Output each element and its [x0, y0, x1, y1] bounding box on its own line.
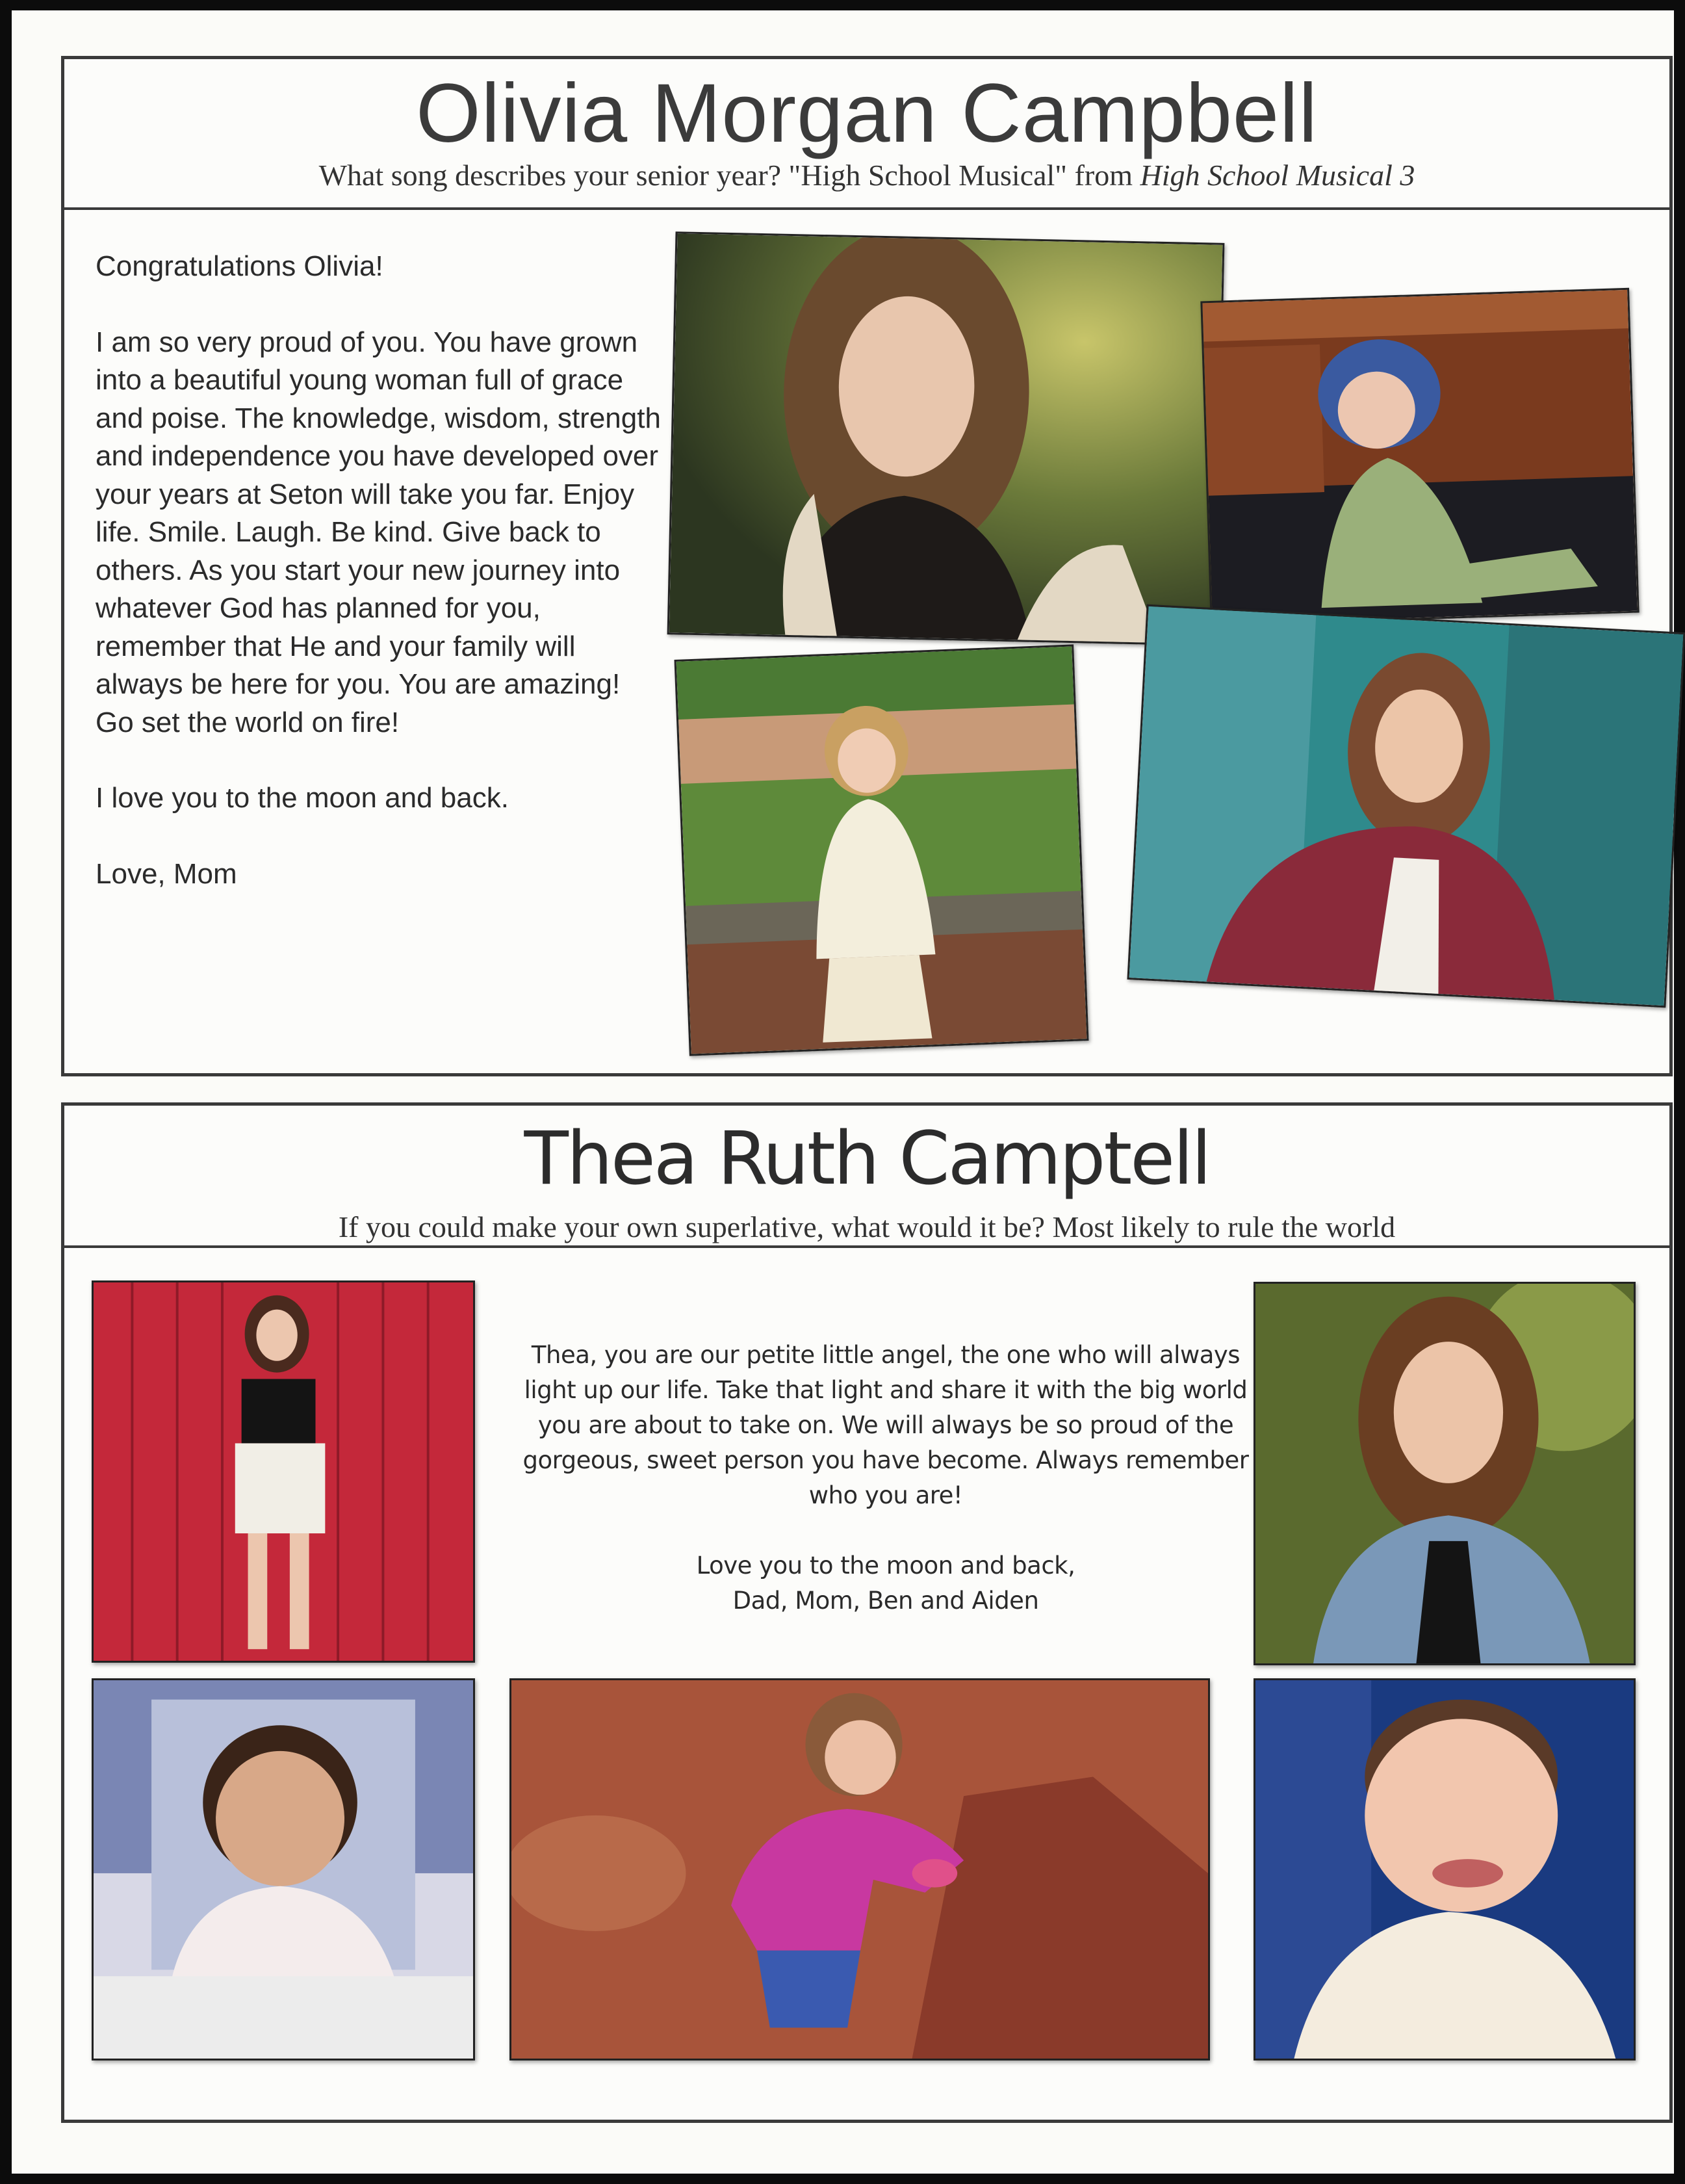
letter-body: Thea, you are our petite little angel, the one who will always light up our life. Take that light and share it with the big world you are about to take on. We will always be so proud of the gorgeous, sweet person you have become. Always remember who you are!	[522, 1341, 1249, 1509]
senior-question: If you could make your own superlative, what would it be? Most likely to rule the world	[338, 1210, 1396, 1243]
photo-smiling-baby	[1254, 1678, 1636, 2060]
ad-header	[64, 1106, 1669, 1248]
photo-baby-highchair	[92, 1678, 475, 2060]
letter-body: I am so very proud of you. You have grown into a beautiful young woman full of grace and poise. The knowledge, wisdom, strength and independence you have developed over your years at Seton will take you far. Enjoy life. Smile. Laugh. Be kind. Give back to others. As you start your new journey into whatever God has planned for you, remember that He and your family will always be here for you. You are amazing! Go set the world on fire!	[96, 326, 661, 738]
senior-question: What song describes your senior year? "High School Musical" from High School Musical 3	[318, 159, 1415, 192]
photo-baby-bonnet	[1200, 288, 1639, 626]
photo-teen-denim	[1254, 1282, 1636, 1665]
photo-teen-red-wall	[92, 1280, 475, 1663]
photo-child-garden	[675, 644, 1089, 1056]
parent-letter	[509, 1338, 1263, 1618]
ad-header	[64, 59, 1669, 210]
photo-toddler-red-rock	[509, 1678, 1210, 2060]
senior-name: Olivia Morgan Campbell	[416, 67, 1318, 160]
senior-ad-olivia	[61, 56, 1673, 1076]
yearbook-page	[12, 10, 1674, 2174]
letter-signature: Love, Mom	[96, 857, 237, 890]
letter-closing: I love you to the moon and back.	[96, 782, 509, 814]
parent-letter	[96, 248, 661, 931]
ad-body	[64, 1248, 1669, 2120]
photo-teen-plaid	[1127, 604, 1685, 1008]
senior-ad-thea	[61, 1102, 1673, 2123]
letter-greeting: Congratulations Olivia!	[96, 250, 383, 282]
letter-closing: Love you to the moon and back,	[696, 1552, 1075, 1580]
letter-signature: Dad, Mom, Ben and Aiden	[732, 1587, 1039, 1615]
photo-senior-portrait	[667, 231, 1225, 646]
ad-body	[64, 210, 1669, 1073]
senior-name: Thea Ruth Camptell	[524, 1117, 1210, 1201]
